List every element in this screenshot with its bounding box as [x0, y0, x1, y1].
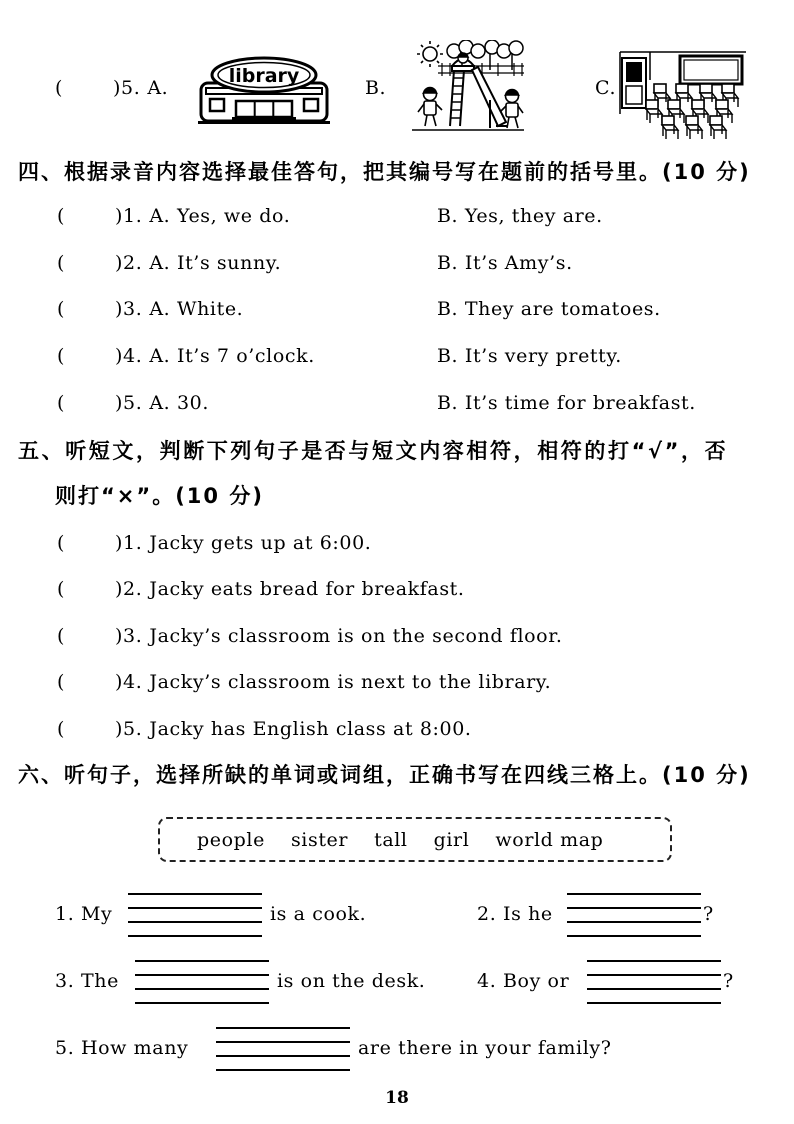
door — [622, 58, 646, 108]
statement-row — [0, 717, 794, 741]
statement-text: Jacky gets up at 6:00. — [149, 532, 372, 554]
sentence-lead: 2. Is he — [477, 903, 553, 925]
statement-text: Jacky’s classroom is on the second floor. — [149, 625, 563, 647]
word-bank-item: people — [197, 828, 265, 851]
option-b: B. It’s time for breakfast. — [437, 392, 696, 414]
library-window-right — [304, 99, 318, 111]
question-row — [0, 391, 794, 415]
answer-bracket-close: ) — [115, 205, 124, 227]
statement-text: Jacky has English class at 8:00. — [149, 718, 472, 740]
blackboard — [680, 56, 742, 84]
section-5-heading-continued: 则打“×”。(10 分) — [55, 484, 264, 508]
option-a-label: A. — [147, 77, 169, 99]
sentence-tail: ? — [703, 903, 714, 925]
statement-number: 1. — [123, 532, 143, 554]
option-a: A. It’s sunny. — [149, 252, 282, 274]
word-bank-item: girl — [433, 828, 470, 851]
option-b: B. Yes, they are. — [437, 205, 603, 227]
option-c-label: C. — [595, 77, 617, 99]
answer-bracket-open: ( — [57, 671, 66, 693]
answer-bracket-close: ) — [115, 252, 124, 274]
library-door — [236, 101, 292, 117]
answer-bracket-open: ( — [57, 252, 66, 274]
statement-number: 3. — [123, 625, 143, 647]
page-number: 18 — [385, 1088, 409, 1108]
child-left — [418, 88, 442, 127]
slide — [450, 59, 508, 128]
classroom-picture — [618, 50, 750, 142]
chair — [646, 100, 662, 123]
sun — [417, 41, 443, 67]
answer-bracket-close: ) — [115, 718, 124, 740]
answer-bracket-close: ) — [115, 671, 124, 693]
option-a: A. It’s 7 o’clock. — [149, 345, 315, 367]
four-line-blank[interactable] — [587, 960, 721, 1004]
statement-row — [0, 670, 794, 694]
chair — [662, 116, 678, 139]
answer-bracket-open: ( — [57, 578, 66, 600]
question-number: 5. — [123, 392, 143, 414]
chair — [710, 116, 726, 139]
statement-row — [0, 577, 794, 601]
library-picture — [196, 55, 336, 127]
four-line-blank[interactable] — [128, 893, 262, 937]
question-number: 4. — [123, 345, 143, 367]
question-stem — [55, 76, 168, 100]
answer-bracket-close: ) — [115, 392, 124, 414]
answer-bracket-open: ( — [57, 392, 66, 414]
answer-bracket-open: ( — [55, 77, 64, 99]
statement-number: 4. — [123, 671, 143, 693]
question-row — [0, 204, 794, 228]
answer-bracket-close: ) — [115, 625, 124, 647]
word-bank-box — [158, 817, 672, 862]
option-a: A. 30. — [149, 392, 209, 414]
library-sign-text: library — [228, 65, 300, 87]
statement-row — [0, 531, 794, 555]
section-4-heading: 四、根据录音内容选择最佳答句，把其编号写在题前的括号里。(10 分) — [18, 160, 751, 184]
statement-text: Jacky’s classroom is next to the library. — [149, 671, 552, 693]
answer-bracket-close: ) — [115, 578, 124, 600]
statement-row — [0, 624, 794, 648]
sentence-tail: is a cook. — [270, 903, 367, 925]
answer-bracket-open: ( — [57, 345, 66, 367]
answer-bracket-close: ) — [115, 532, 124, 554]
option-b: B. It’s Amy’s. — [437, 252, 573, 274]
four-line-blank[interactable] — [216, 1027, 350, 1071]
word-bank-item: world map — [495, 828, 604, 851]
answer-bracket-close: ) — [113, 77, 122, 99]
question-number: 5. — [121, 77, 141, 99]
answer-bracket-open: ( — [57, 205, 66, 227]
answer-bracket-open: ( — [57, 532, 66, 554]
library-window-left — [210, 99, 224, 111]
word-bank-item: sister — [290, 828, 349, 851]
answer-bracket-open: ( — [57, 718, 66, 740]
sentence-tail: is on the desk. — [277, 970, 426, 992]
answer-bracket-close: ) — [115, 345, 124, 367]
option-a: A. White. — [149, 298, 244, 320]
option-b: B. They are tomatoes. — [437, 298, 661, 320]
sentence-tail: ? — [723, 970, 734, 992]
playground-picture — [410, 40, 526, 134]
chair — [686, 116, 702, 139]
section-5-heading: 五、听短文，判断下列句子是否与短文内容相符，相符的打“√”，否 — [18, 439, 729, 463]
question-row — [0, 297, 794, 321]
library-sign — [212, 58, 316, 92]
four-line-blank[interactable] — [135, 960, 269, 1004]
answer-bracket-open: ( — [57, 298, 66, 320]
four-line-blank[interactable] — [567, 893, 701, 937]
child-on-slide — [458, 53, 468, 63]
sentence-lead: 3. The — [55, 970, 119, 992]
question-row — [0, 344, 794, 368]
option-b: B. It’s very pretty. — [437, 345, 622, 367]
sentence-lead: 4. Boy or — [477, 970, 570, 992]
option-a: A. Yes, we do. — [149, 205, 291, 227]
question-number: 1. — [123, 205, 143, 227]
statement-number: 5. — [123, 718, 143, 740]
statement-number: 2. — [123, 578, 143, 600]
section-6-heading: 六、听句子，选择所缺的单词或词组，正确书写在四线三格上。(10 分) — [18, 763, 751, 787]
option-b-label: B. — [365, 77, 387, 99]
answer-bracket-open: ( — [57, 625, 66, 647]
answer-bracket-close: ) — [115, 298, 124, 320]
question-row — [0, 251, 794, 275]
question-number: 3. — [123, 298, 143, 320]
sentence-lead: 5. How many — [55, 1037, 189, 1059]
statement-text: Jacky eats bread for breakfast. — [149, 578, 465, 600]
word-bank-item: tall — [374, 828, 408, 851]
question-number: 2. — [123, 252, 143, 274]
sentence-lead: 1. My — [55, 903, 113, 925]
sentence-tail: are there in your family? — [358, 1037, 612, 1059]
